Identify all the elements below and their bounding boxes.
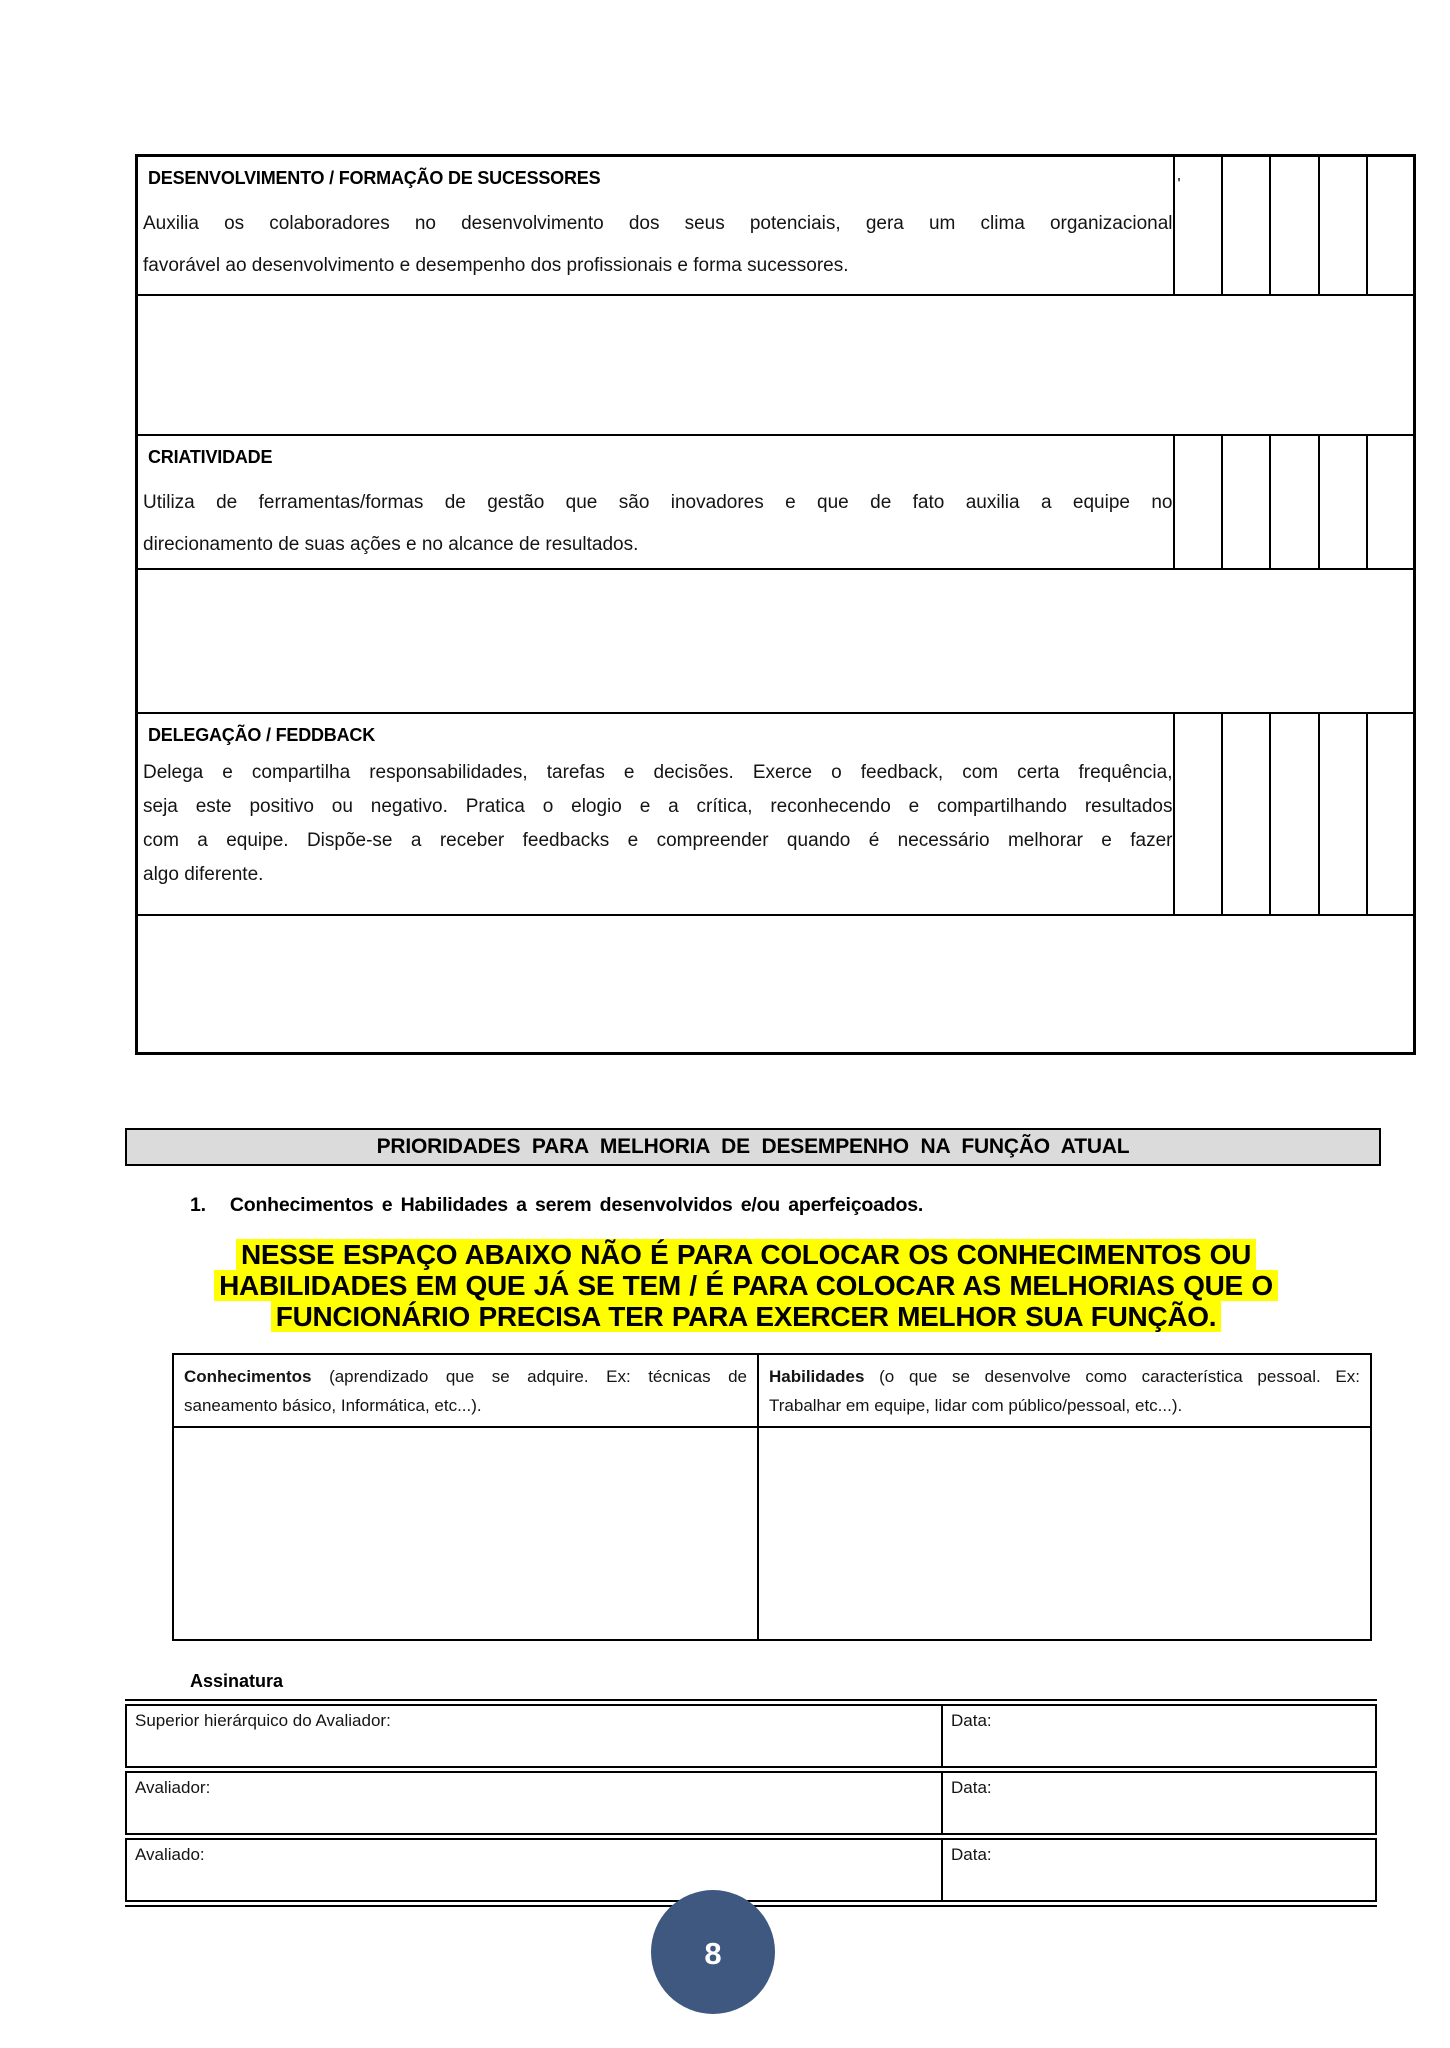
comment-row	[137, 569, 1415, 713]
highlighted-warning	[108, 1239, 1384, 1332]
rating-cell	[1174, 435, 1222, 569]
list-item-text: Conhecimentos e Habilidades a serem desenvolvidos e/ou aperfeiçoados.	[229, 1194, 924, 1216]
section-row-delegacao	[137, 713, 1415, 915]
signature-table-wrap	[125, 1699, 1377, 1907]
comment-area	[137, 295, 1415, 435]
warning-line: HABILIDADES EM QUE JÁ SE TEM / É PARA COLOCAR AS MELHORIAS QUE O	[214, 1270, 1278, 1301]
list-item-1	[190, 1194, 923, 1217]
section-cell-delegacao	[137, 713, 1174, 915]
conhecimentos-term: Conhecimentos	[184, 1367, 312, 1386]
signature-date-label: Data:	[942, 1704, 1377, 1768]
habilidades-entry-area	[758, 1427, 1371, 1640]
conhecimentos-header-cell: Conhecimentos (aprendizado que se adquire. Ex: técnicas de saneamento básico, Informática, etc...).	[173, 1354, 758, 1427]
signature-date-label: Data:	[942, 1771, 1377, 1835]
rating-cell	[1319, 713, 1367, 915]
section-row-desenvolvimento	[137, 156, 1415, 295]
signature-row	[125, 1838, 1377, 1902]
list-item-number: 1.	[190, 1194, 206, 1216]
page-number-badge	[651, 1890, 775, 2014]
section-title: CRIATIVIDADE	[148, 446, 273, 467]
signature-party-label: Superior hierárquico do Avaliador:	[125, 1704, 942, 1768]
skills-header-row	[173, 1354, 1371, 1427]
rating-cell	[1270, 713, 1319, 915]
rating-cell	[1222, 156, 1270, 295]
signature-label: Assinatura	[190, 1671, 284, 1691]
section-cell-desenvolvimento	[137, 156, 1174, 295]
rating-cell	[1367, 156, 1415, 295]
stray-mark: '	[1177, 176, 1181, 193]
comment-area	[137, 915, 1415, 1054]
section-description: Auxilia os colaboradores no desenvolvimento dos seus potenciais, gera um clima organizacional favorável ao desenvolvimento e desempenho dos profissionais e forma sucessores.	[143, 213, 1173, 276]
rating-cell	[1222, 435, 1270, 569]
section-title: DESENVOLVIMENTO / FORMAÇÃO DE SUCESSORES	[148, 168, 601, 188]
skills-table	[172, 1353, 1372, 1641]
section-cell-criatividade	[137, 435, 1174, 569]
priorities-header-bar: PRIORIDADES PARA MELHORIA DE DESEMPENHO NA FUNÇÃO ATUAL	[125, 1128, 1381, 1166]
section-title: DELEGAÇÃO / FEDDBACK	[148, 724, 376, 745]
rating-cell	[1319, 435, 1367, 569]
rating-cell	[1174, 713, 1222, 915]
signature-party-label: Avaliador:	[125, 1771, 942, 1835]
comment-row	[137, 915, 1415, 1054]
comment-row	[137, 295, 1415, 435]
skills-body-row	[173, 1427, 1371, 1640]
rating-cell	[1174, 156, 1222, 295]
signature-row	[125, 1704, 1377, 1768]
signature-table	[125, 1701, 1377, 1905]
rating-cell	[1222, 713, 1270, 915]
rating-cell	[1270, 435, 1319, 569]
rating-cell	[1367, 435, 1415, 569]
warning-line: NESSE ESPAÇO ABAIXO NÃO É PARA COLOCAR OS CONHECIMENTOS OU	[236, 1239, 1256, 1270]
page-number: 8	[704, 1936, 722, 1971]
section-row-criatividade	[137, 435, 1415, 569]
warning-line: FUNCIONÁRIO PRECISA TER PARA EXERCER MELHOR SUA FUNÇÃO.	[271, 1301, 1221, 1332]
rating-cell	[1270, 156, 1319, 295]
comment-area	[137, 569, 1415, 713]
rating-cell	[1319, 156, 1367, 295]
signature-date-label: Data:	[942, 1838, 1377, 1902]
section-description: Delega e compartilha responsabilidades, tarefas e decisões. Exerce o feedback, com certa frequência, seja este positivo ou negativo. Pratica o elogio e a crítica, reconhecendo e compartilhando resultados com a equipe. Dispõe-se a receber feedbacks e compreender quando é necessário melhorar e fazer algo diferente.	[143, 761, 1173, 885]
signature-row	[125, 1771, 1377, 1835]
habilidades-term: Habilidades	[769, 1367, 865, 1386]
habilidades-header-cell: Habilidades (o que se desenvolve como característica pessoal. Ex: Trabalhar em equipe, lidar com público/pessoal, etc...).	[758, 1354, 1371, 1427]
conhecimentos-entry-area	[173, 1427, 758, 1640]
rating-cell	[1367, 713, 1415, 915]
section-description: Utiliza de ferramentas/formas de gestão que são inovadores e que de fato auxilia a equipe no direcionamento de suas ações e no alcance de resultados.	[143, 491, 1173, 555]
signature-party-label: Avaliado:	[125, 1838, 942, 1902]
evaluation-table	[135, 154, 1416, 1055]
